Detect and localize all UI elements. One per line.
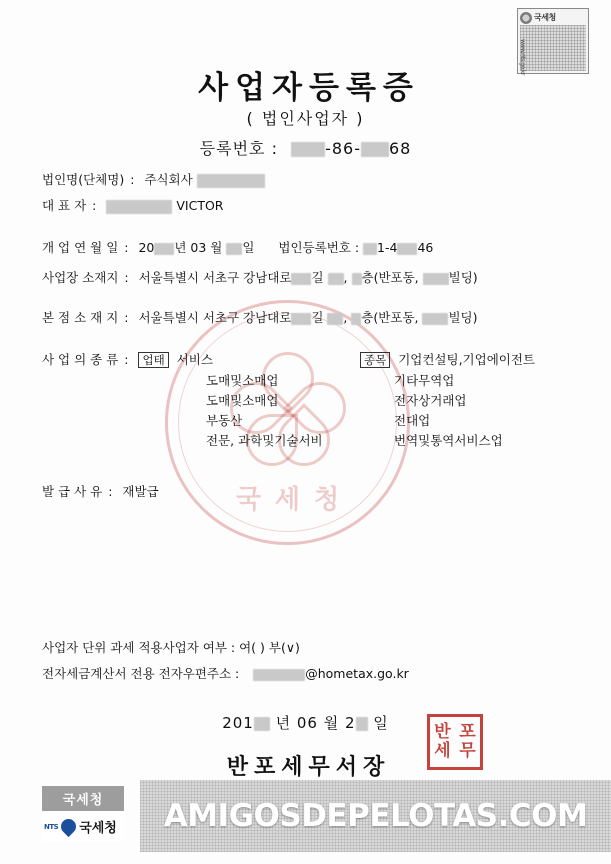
email-value: @hometax.go.kr bbox=[253, 666, 409, 681]
open-date-value: 20 년 03 월 일 bbox=[138, 240, 255, 255]
business-item-item: 전대업 bbox=[394, 413, 431, 428]
nts-logo-icon bbox=[520, 12, 532, 24]
issue-reason-value: 재발급 bbox=[122, 484, 159, 499]
business-type-first: 서비스 bbox=[176, 352, 213, 367]
nts-flower-icon bbox=[58, 816, 79, 837]
representative-label: 대 표 자 bbox=[42, 198, 87, 213]
nts-bottom-logo bbox=[42, 786, 124, 842]
watermark-banner bbox=[140, 780, 611, 852]
registration-number-value: -86- 68 bbox=[291, 139, 411, 158]
unit-tax-line: 사업자 단위 과세 적용사업자 여부 : 여( ) 부(∨) bbox=[42, 640, 300, 655]
business-type-label: 사 업 의 종 류 bbox=[42, 352, 119, 367]
corp-reg-value: 1-4 46 bbox=[363, 240, 433, 255]
business-item-item: 번역및통역서비스업 bbox=[394, 433, 503, 448]
business-place-row: 사업장 소재지 : 서울특별시 서초구 강남대로 길 , 층(반포동, 빌딩) bbox=[42, 270, 478, 285]
representative-value: VICTOR bbox=[106, 198, 223, 213]
issuer-name: 반포세무서장 bbox=[226, 755, 391, 780]
business-type-item: 도매및소매업 bbox=[206, 393, 279, 408]
corp-name-row: 법인명(단체명) : 주식회사 bbox=[42, 170, 265, 188]
business-item-item: 기타무역업 bbox=[394, 373, 455, 388]
business-type-item: 도매및소매업 bbox=[206, 373, 279, 388]
watermark-banner-text: AMIGOSDEPELOTAS.COM bbox=[163, 798, 588, 834]
nts-stamp-header bbox=[520, 11, 586, 24]
head-office-label: 본 점 소 재 지 bbox=[42, 310, 119, 325]
business-type-item: 부동산 bbox=[206, 413, 243, 428]
head-office-value: 서울특별시 서초구 강남대로 길 , 층(반포동, 빌딩) bbox=[138, 310, 478, 325]
registration-number-label: 등록번호 : bbox=[199, 139, 278, 158]
business-item-list bbox=[394, 371, 503, 451]
corp-reg-label: 법인등록번호 : bbox=[278, 240, 360, 255]
head-office-row: 본 점 소 재 지 : 서울특별시 서초구 강남대로 길 , 층(반포동, 빌딩) bbox=[42, 310, 478, 325]
issue-reason-label: 발 급 사 유 bbox=[42, 484, 103, 499]
watermark-text: 국세청 bbox=[235, 485, 354, 515]
issue-reason-row: 발 급 사 유 : 재발급 bbox=[42, 484, 159, 499]
document-title: 사업자등록증 bbox=[198, 70, 420, 106]
document-subtitle: ( 법인사업자 ) bbox=[246, 109, 365, 128]
nts-bottom-bottom bbox=[42, 811, 124, 842]
business-type-list bbox=[206, 371, 323, 451]
email-label: 전자세금계산서 전용 전자우편주소 : bbox=[42, 666, 240, 681]
official-red-seal: 반 포 세 무 bbox=[427, 714, 483, 770]
business-place-label: 사업장 소재지 bbox=[42, 270, 119, 285]
email-row bbox=[42, 664, 409, 682]
nts-stamp-title: 국세청 bbox=[534, 13, 556, 22]
business-item-first: 기업컨설팅,기업에이전트 bbox=[398, 352, 536, 367]
issue-date: 201 년 06 월 2 일 bbox=[222, 714, 389, 732]
business-type-item: 전문, 과학및기술서비 bbox=[206, 433, 323, 448]
nts-mark-text: NTS bbox=[44, 822, 59, 831]
business-item-row bbox=[360, 350, 535, 368]
nts-bottom-text: 국세청 bbox=[79, 821, 117, 836]
open-date-label: 개 업 연 월 일 bbox=[42, 240, 119, 255]
business-place-value: 서울특별시 서초구 강남대로 길 , 층(반포동, 빌딩) bbox=[138, 270, 478, 285]
business-item-box: 종목 bbox=[360, 352, 390, 368]
business-type-row: 사 업 의 종 류 : 업태 서비스 bbox=[42, 352, 213, 367]
nts-stamp-url: www.nts.go.kr bbox=[519, 39, 526, 75]
registration-number-row bbox=[0, 136, 611, 159]
corp-name-label: 법인명(단체명) bbox=[42, 172, 125, 187]
business-type-box: 업태 bbox=[138, 352, 168, 368]
business-item-item: 전자상거래업 bbox=[394, 393, 467, 408]
corp-name-value: 주식회사 bbox=[144, 172, 264, 187]
nts-bottom-top-text: 국세청 bbox=[42, 786, 124, 811]
representative-row: 대 표 자 : VICTOR bbox=[42, 198, 224, 213]
open-date-row: 개 업 연 월 일 : 20 년 03 월 일 법인등록번호 : 1-4 46 bbox=[42, 240, 434, 255]
